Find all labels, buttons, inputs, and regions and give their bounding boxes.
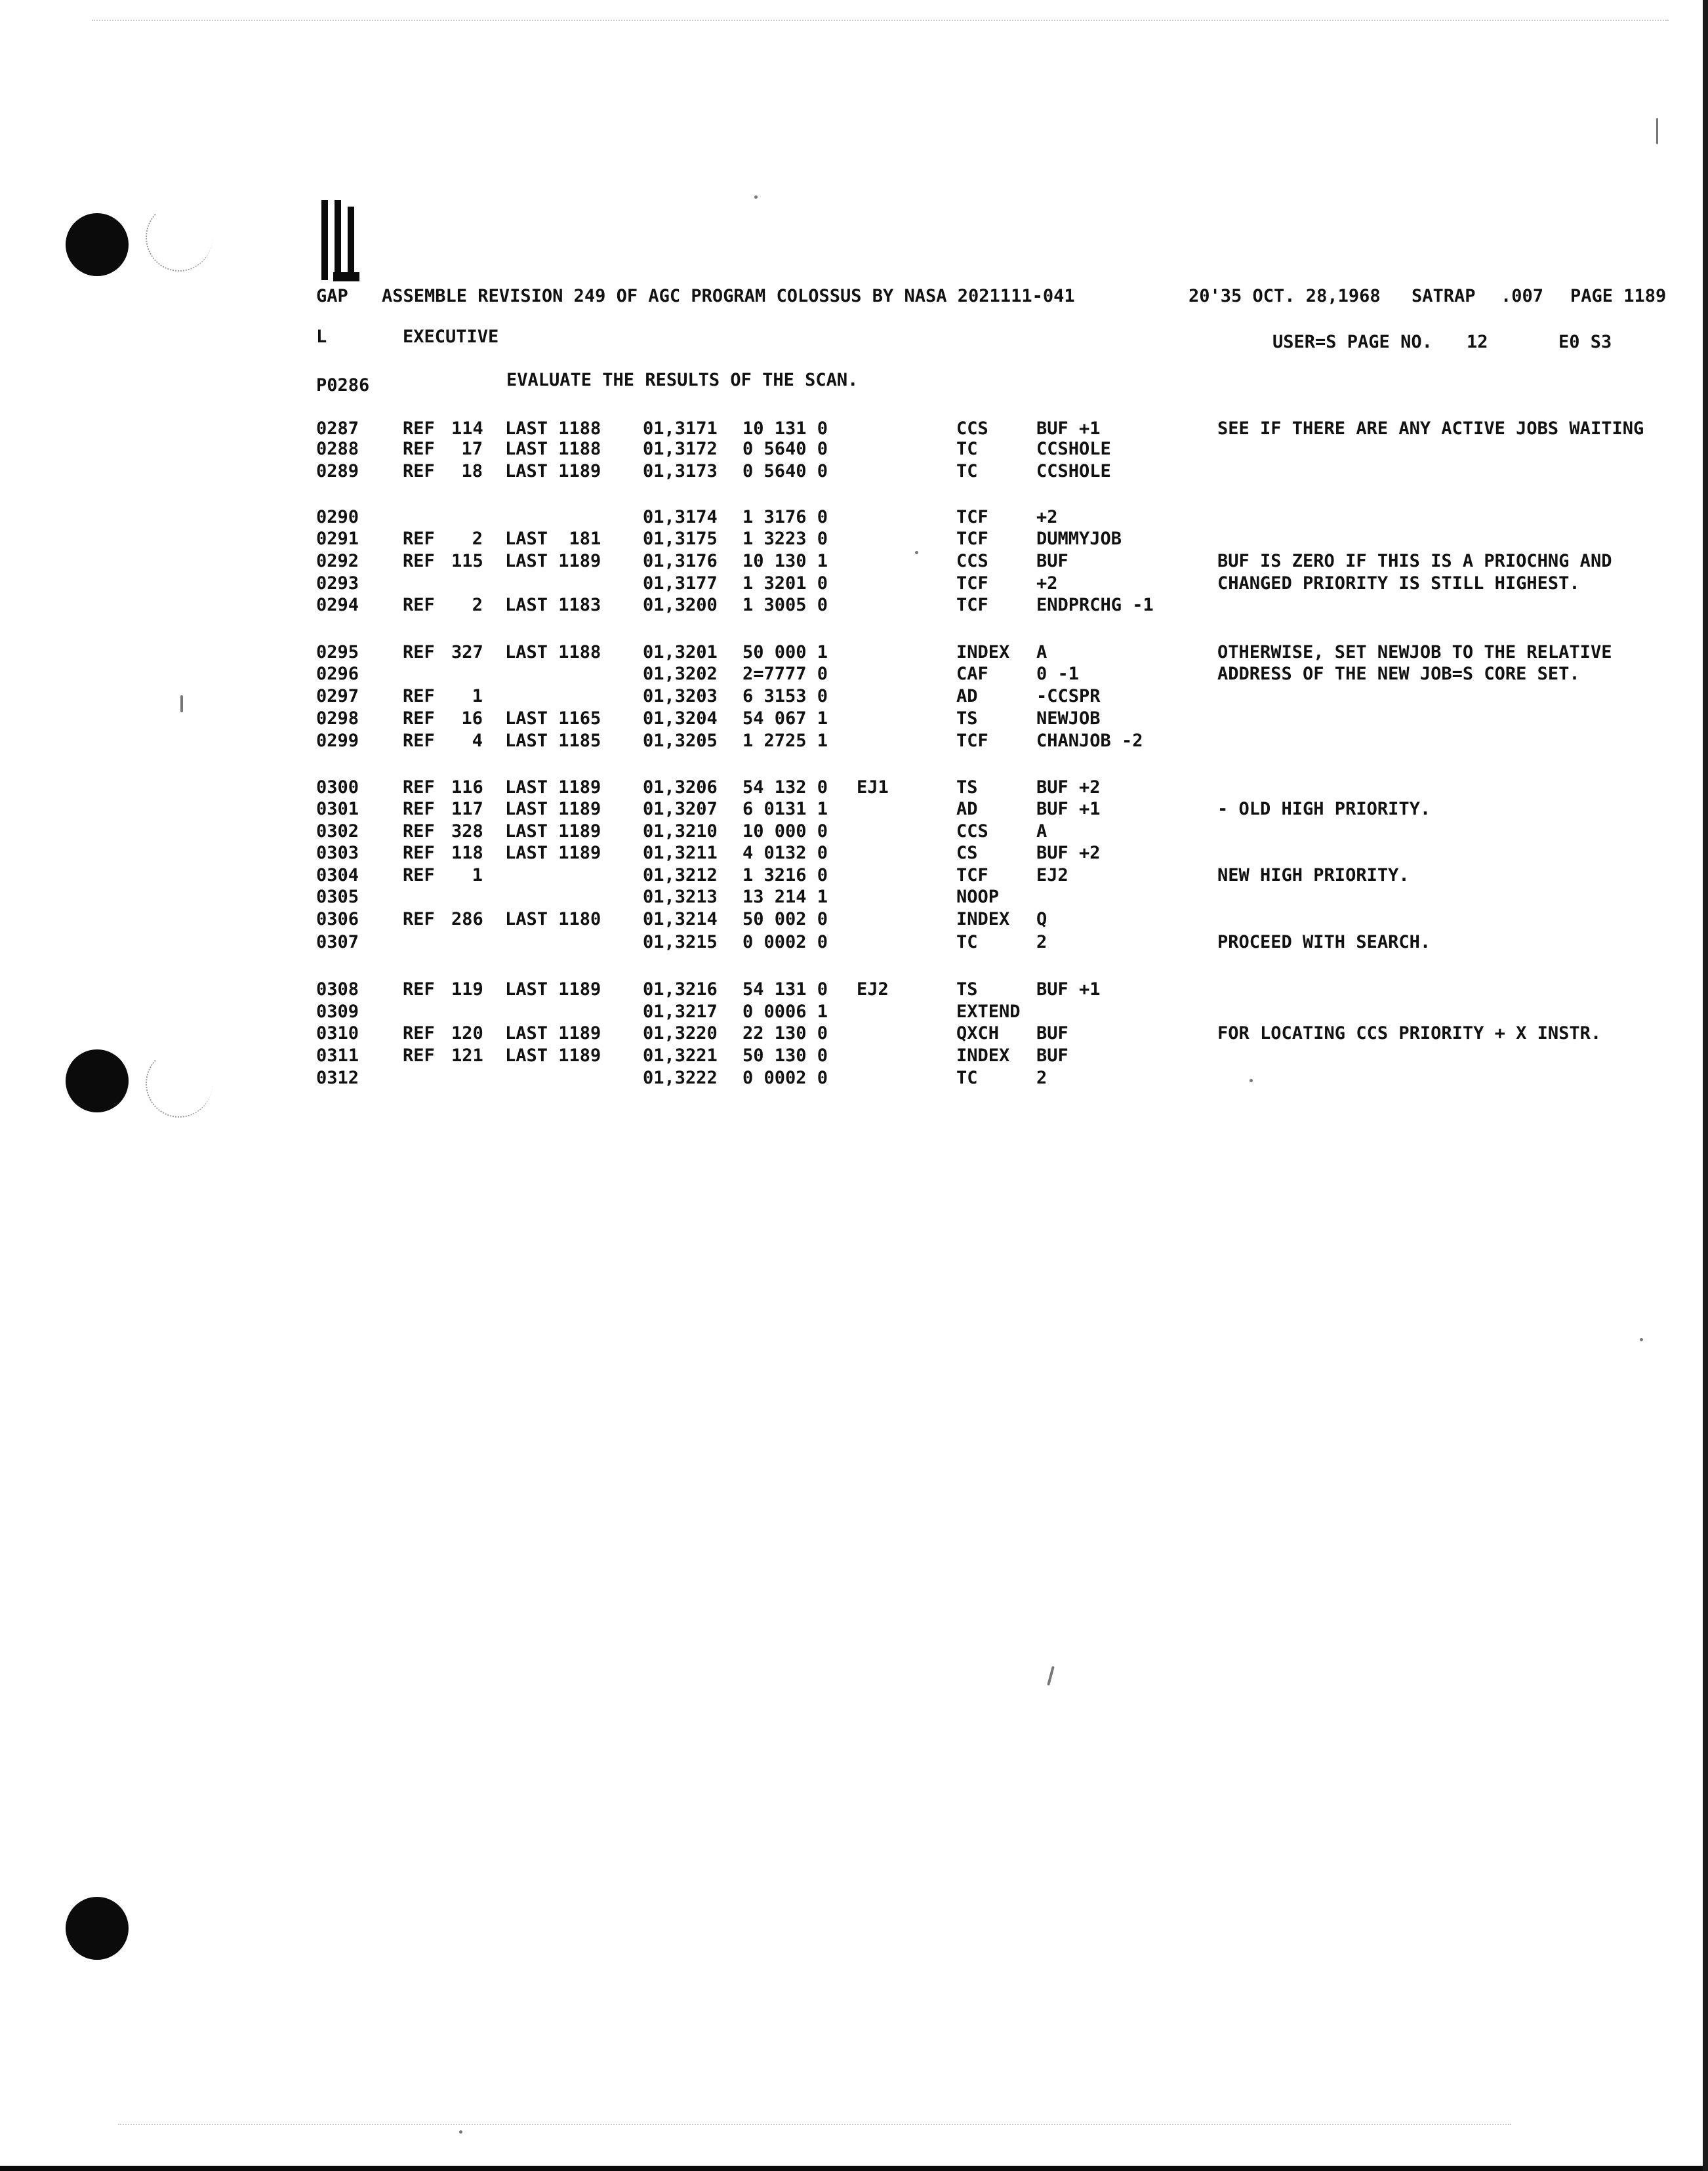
last-ref: LAST 1189 — [505, 551, 601, 571]
opcode: TCF — [956, 595, 988, 615]
memory-address: 01,3201 — [643, 642, 718, 662]
line-comment: SEE IF THERE ARE ANY ACTIVE JOBS WAITING — [1217, 418, 1644, 439]
last-ref: LAST 1189 — [505, 461, 601, 481]
ref-count: 18 — [461, 461, 483, 481]
ref-marker: REF — [403, 1023, 435, 1044]
line-number: 0305 — [316, 887, 359, 907]
ref-count: 118 — [451, 843, 483, 863]
ref-count: 286 — [451, 909, 483, 929]
page-marker-bar — [321, 200, 328, 280]
object-code: 22 130 0 — [742, 1023, 828, 1044]
punch-hole-shadow-middle — [146, 1049, 213, 1118]
opcode: TC — [956, 461, 978, 481]
opcode: CAF — [956, 664, 988, 684]
line-number: 0291 — [316, 529, 359, 549]
last-ref: LAST 1189 — [505, 777, 601, 798]
memory-address: 01,3205 — [643, 731, 718, 751]
memory-address: 01,3221 — [643, 1045, 718, 1066]
opcode: INDEX — [956, 909, 1010, 929]
operand: +2 — [1036, 507, 1058, 527]
memory-address: 01,3202 — [643, 664, 718, 684]
object-code: 0 0002 0 — [742, 932, 828, 952]
last-ref: LAST 1189 — [505, 979, 601, 1000]
ref-count: 1 — [472, 686, 483, 706]
opcode: INDEX — [956, 642, 1010, 662]
ref-count: 115 — [451, 551, 483, 571]
object-code: 0 5640 0 — [742, 461, 828, 481]
scan-edge-top — [92, 20, 1669, 21]
ref-marker: REF — [403, 865, 435, 885]
line-number: 0312 — [316, 1068, 359, 1088]
operand: EJ2 — [1036, 865, 1068, 885]
object-code: 6 0131 1 — [742, 799, 828, 819]
memory-address: 01,3214 — [643, 909, 718, 929]
line-comment: PROCEED WITH SEARCH. — [1217, 932, 1431, 952]
ref-count: 4 — [472, 731, 483, 751]
line-number: 0292 — [316, 551, 359, 571]
memory-address: 01,3174 — [643, 507, 718, 527]
object-code: 50 130 0 — [742, 1045, 828, 1066]
operand: NEWJOB — [1036, 708, 1101, 729]
opcode: CCS — [956, 418, 988, 439]
ref-count: 1 — [472, 865, 483, 885]
punch-hole-bottom — [66, 1897, 129, 1960]
comment-line-number: P0286 — [316, 375, 370, 396]
line-number: 0290 — [316, 507, 359, 527]
ref-marker: REF — [403, 686, 435, 706]
ref-marker: REF — [403, 979, 435, 1000]
line-number: 0289 — [316, 461, 359, 481]
opcode: TCF — [956, 573, 988, 594]
memory-address: 01,3222 — [643, 1068, 718, 1088]
opcode: TS — [956, 777, 978, 798]
last-ref: LAST 1189 — [505, 821, 601, 842]
opcode: TC — [956, 439, 978, 459]
ref-count: 328 — [451, 821, 483, 842]
memory-address: 01,3171 — [643, 418, 718, 439]
operand: BUF — [1036, 1045, 1068, 1066]
scan-speck — [459, 2130, 462, 2134]
subheader-label: L — [316, 327, 327, 347]
line-number: 0287 — [316, 418, 359, 439]
operand: A — [1036, 642, 1047, 662]
memory-address: 01,3216 — [643, 979, 718, 1000]
opcode: INDEX — [956, 1045, 1010, 1066]
ref-marker: REF — [403, 799, 435, 819]
operand: -CCSPR — [1036, 686, 1101, 706]
page-marker-bar — [335, 200, 341, 280]
memory-address: 01,3207 — [643, 799, 718, 819]
user-page-label: USER=S PAGE NO. — [1272, 332, 1433, 352]
last-ref: LAST 1188 — [505, 439, 601, 459]
ref-marker: REF — [403, 642, 435, 662]
operand: CCSHOLE — [1036, 461, 1111, 481]
ref-count: 116 — [451, 777, 483, 798]
last-ref: LAST 181 — [505, 529, 601, 549]
line-number: 0296 — [316, 664, 359, 684]
ref-marker: REF — [403, 418, 435, 439]
listing-user: SATRAP — [1412, 286, 1476, 306]
object-code: 1 3216 0 — [742, 865, 828, 885]
last-ref: LAST 1189 — [505, 1023, 601, 1044]
line-number: 0302 — [316, 821, 359, 842]
listing-title: ASSEMBLE REVISION 249 OF AGC PROGRAM COLOSSUS BY NASA 2021111-041 — [382, 286, 1075, 306]
line-number: 0304 — [316, 865, 359, 885]
opcode: TCF — [956, 865, 988, 885]
line-comment: - OLD HIGH PRIORITY. — [1217, 799, 1431, 819]
user-page-number: 12 — [1467, 332, 1488, 352]
last-ref: LAST 1189 — [505, 843, 601, 863]
object-code: 0 0002 0 — [742, 1068, 828, 1088]
operand: +2 — [1036, 573, 1058, 594]
operand: 2 — [1036, 1068, 1047, 1088]
operand: BUF +2 — [1036, 777, 1101, 798]
header-left-marker: GAP — [316, 286, 348, 306]
memory-address: 01,3173 — [643, 461, 718, 481]
ref-count: 2 — [472, 529, 483, 549]
operand: DUMMYJOB — [1036, 529, 1122, 549]
line-number: 0299 — [316, 731, 359, 751]
last-ref: LAST 1180 — [505, 909, 601, 929]
memory-address: 01,3176 — [643, 551, 718, 571]
object-code: 50 002 0 — [742, 909, 828, 929]
memory-address: 01,3213 — [643, 887, 718, 907]
eo-marker: E0 S3 — [1558, 332, 1612, 352]
scan-speck — [1047, 1666, 1055, 1686]
section-name: EXECUTIVE — [403, 327, 499, 347]
ref-marker: REF — [403, 1045, 435, 1066]
object-code: 1 3176 0 — [742, 507, 828, 527]
line-number: 0306 — [316, 909, 359, 929]
ref-marker: REF — [403, 731, 435, 751]
line-number: 0295 — [316, 642, 359, 662]
scan-edge-bottom — [118, 2124, 1511, 2125]
ref-marker: REF — [403, 708, 435, 729]
operand: A — [1036, 821, 1047, 842]
line-number: 0301 — [316, 799, 359, 819]
ref-count: 17 — [461, 439, 483, 459]
page-marker-bar — [348, 207, 354, 275]
ref-count: 119 — [451, 979, 483, 1000]
opcode: CCS — [956, 551, 988, 571]
opcode: NOOP — [956, 887, 1000, 907]
operand: ENDPRCHG -1 — [1036, 595, 1154, 615]
object-code: 2=7777 0 — [742, 664, 828, 684]
opcode: AD — [956, 686, 978, 706]
code-label: EJ1 — [857, 777, 889, 798]
line-comment: OTHERWISE, SET NEWJOB TO THE RELATIVE — [1217, 642, 1612, 662]
scan-speck — [754, 195, 758, 199]
last-ref: LAST 1188 — [505, 642, 601, 662]
object-code: 1 3223 0 — [742, 529, 828, 549]
memory-address: 01,3203 — [643, 686, 718, 706]
last-ref: LAST 1189 — [505, 1045, 601, 1066]
memory-address: 01,3217 — [643, 1002, 718, 1022]
code-label: EJ2 — [857, 979, 889, 1000]
ref-count: 2 — [472, 595, 483, 615]
object-code: 4 0132 0 — [742, 843, 828, 863]
memory-address: 01,3175 — [643, 529, 718, 549]
operand: BUF — [1036, 551, 1068, 571]
page-right-edge — [1703, 0, 1708, 2171]
opcode: TCF — [956, 507, 988, 527]
punch-hole-middle — [66, 1049, 129, 1112]
line-number: 0311 — [316, 1045, 359, 1066]
ref-marker: REF — [403, 529, 435, 549]
memory-address: 01,3211 — [643, 843, 718, 863]
memory-address: 01,3177 — [643, 573, 718, 594]
ref-marker: REF — [403, 551, 435, 571]
object-code: 0 0006 1 — [742, 1002, 828, 1022]
ref-marker: REF — [403, 461, 435, 481]
line-comment: CHANGED PRIORITY IS STILL HIGHEST. — [1217, 573, 1580, 594]
ref-count: 114 — [451, 418, 483, 439]
object-code: 10 130 1 — [742, 551, 828, 571]
line-number: 0303 — [316, 843, 359, 863]
line-comment: ADDRESS OF THE NEW JOB=S CORE SET. — [1217, 664, 1580, 684]
line-number: 0308 — [316, 979, 359, 1000]
scan-speck — [1250, 1079, 1253, 1082]
scan-speck — [1656, 118, 1658, 144]
line-number: 0300 — [316, 777, 359, 798]
operand: BUF +1 — [1036, 418, 1101, 439]
line-comment: BUF IS ZERO IF THIS IS A PRIOCHNG AND — [1217, 551, 1612, 571]
last-ref: LAST 1189 — [505, 799, 601, 819]
memory-address: 01,3210 — [643, 821, 718, 842]
operand: BUF +1 — [1036, 979, 1101, 1000]
line-comment: NEW HIGH PRIORITY. — [1217, 865, 1410, 885]
operand: Q — [1036, 909, 1047, 929]
object-code: 10 000 0 — [742, 821, 828, 842]
object-code: 6 3153 0 — [742, 686, 828, 706]
last-ref: LAST 1188 — [505, 418, 601, 439]
ref-marker: REF — [403, 777, 435, 798]
object-code: 54 067 1 — [742, 708, 828, 729]
operand: 0 -1 — [1036, 664, 1080, 684]
object-code: 50 000 1 — [742, 642, 828, 662]
line-number: 0309 — [316, 1002, 359, 1022]
opcode: CCS — [956, 821, 988, 842]
scan-speck — [180, 695, 183, 712]
last-ref: LAST 1185 — [505, 731, 601, 751]
ref-count: 117 — [451, 799, 483, 819]
punch-hole-shadow-top — [146, 203, 213, 272]
ref-count: 120 — [451, 1023, 483, 1044]
opcode: QXCH — [956, 1023, 1000, 1044]
memory-address: 01,3200 — [643, 595, 718, 615]
operand: BUF — [1036, 1023, 1068, 1044]
line-number: 0298 — [316, 708, 359, 729]
line-number: 0307 — [316, 932, 359, 952]
memory-address: 01,3215 — [643, 932, 718, 952]
opcode: TC — [956, 932, 978, 952]
ref-marker: REF — [403, 439, 435, 459]
line-number: 0297 — [316, 686, 359, 706]
memory-address: 01,3206 — [643, 777, 718, 798]
memory-address: 01,3212 — [643, 865, 718, 885]
ref-marker: REF — [403, 821, 435, 842]
line-number: 0294 — [316, 595, 359, 615]
operand: CCSHOLE — [1036, 439, 1111, 459]
listing-page-number: PAGE 1189 — [1570, 286, 1667, 306]
ref-count: 16 — [461, 708, 483, 729]
page-bottom-edge — [0, 2166, 1708, 2171]
memory-address: 01,3172 — [643, 439, 718, 459]
memory-address: 01,3220 — [643, 1023, 718, 1044]
scan-speck — [1640, 1338, 1643, 1341]
object-code: 1 3201 0 — [742, 573, 828, 594]
ref-marker: REF — [403, 843, 435, 863]
opcode: TS — [956, 979, 978, 1000]
operand: BUF +2 — [1036, 843, 1101, 863]
opcode: AD — [956, 799, 978, 819]
line-number: 0293 — [316, 573, 359, 594]
ref-count: 121 — [451, 1045, 483, 1066]
object-code: 1 3005 0 — [742, 595, 828, 615]
object-code: 0 5640 0 — [742, 439, 828, 459]
operand: 2 — [1036, 932, 1047, 952]
opcode: TC — [956, 1068, 978, 1088]
ref-marker: REF — [403, 595, 435, 615]
opcode: CS — [956, 843, 978, 863]
punch-hole-top — [66, 213, 129, 276]
line-number: 0310 — [316, 1023, 359, 1044]
last-ref: LAST 1165 — [505, 708, 601, 729]
opcode: TCF — [956, 731, 988, 751]
object-code: 54 131 0 — [742, 979, 828, 1000]
last-ref: LAST 1183 — [505, 595, 601, 615]
comment-line-text: EVALUATE THE RESULTS OF THE SCAN. — [506, 370, 859, 390]
listing-timestamp: 20'35 OCT. 28,1968 — [1189, 286, 1381, 306]
ref-count: 327 — [451, 642, 483, 662]
ref-marker: REF — [403, 909, 435, 929]
operand: BUF +1 — [1036, 799, 1101, 819]
line-number: 0288 — [316, 439, 359, 459]
opcode: TCF — [956, 529, 988, 549]
object-code: 1 2725 1 — [742, 731, 828, 751]
opcode: TS — [956, 708, 978, 729]
opcode: EXTEND — [956, 1002, 1021, 1022]
listing-revision: .007 — [1501, 286, 1544, 306]
scan-speck — [915, 551, 918, 554]
line-comment: FOR LOCATING CCS PRIORITY + X INSTR. — [1217, 1023, 1602, 1044]
memory-address: 01,3204 — [643, 708, 718, 729]
object-code: 54 132 0 — [742, 777, 828, 798]
object-code: 13 214 1 — [742, 887, 828, 907]
object-code: 10 131 0 — [742, 418, 828, 439]
page-marker-base — [333, 272, 359, 281]
operand: CHANJOB -2 — [1036, 731, 1143, 751]
